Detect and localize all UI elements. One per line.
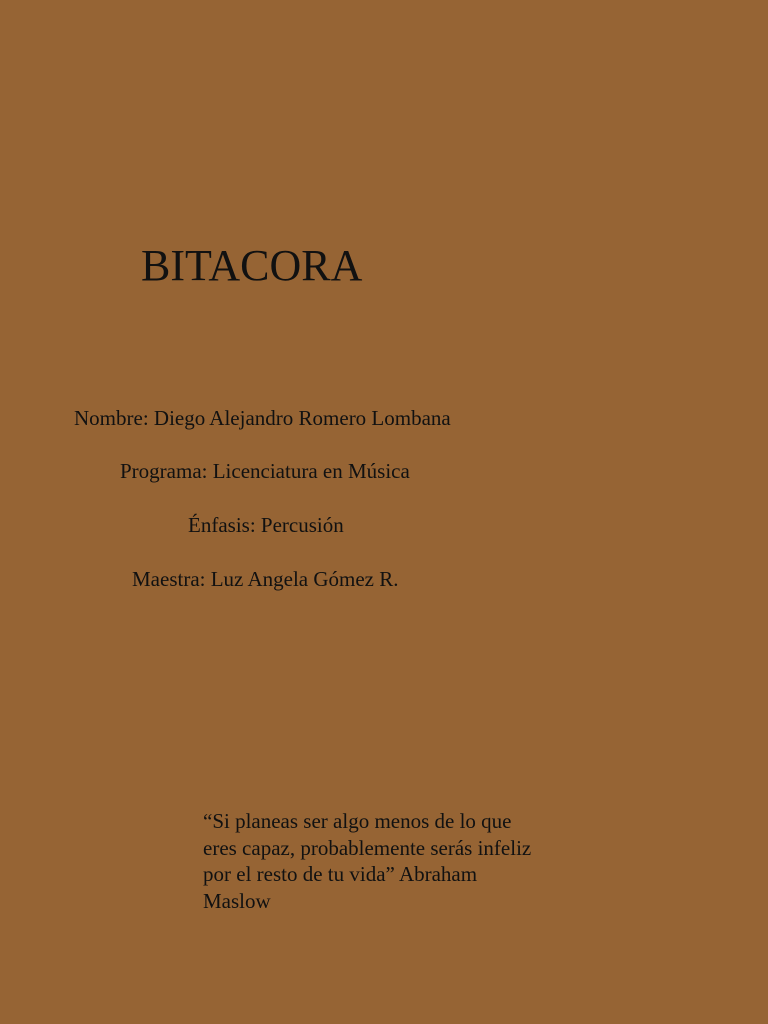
quote-line: eres capaz, probablemente serás infeliz [203, 835, 532, 860]
page-title: BITACORA [141, 241, 363, 290]
student-name: Nombre: Diego Alejandro Romero Lombana [74, 406, 451, 430]
quote-line: “Si planeas ser algo menos de lo que [203, 809, 512, 833]
quote-block [203, 808, 563, 914]
emphasis: Énfasis: Percusión [188, 513, 344, 537]
teacher-name: Maestra: Luz Angela Gómez R. [132, 567, 399, 591]
quote-line: Maslow [203, 888, 271, 913]
program-name: Programa: Licenciatura en Música [120, 459, 410, 483]
quote-line: por el resto de tu vida” Abraham [203, 862, 478, 886]
